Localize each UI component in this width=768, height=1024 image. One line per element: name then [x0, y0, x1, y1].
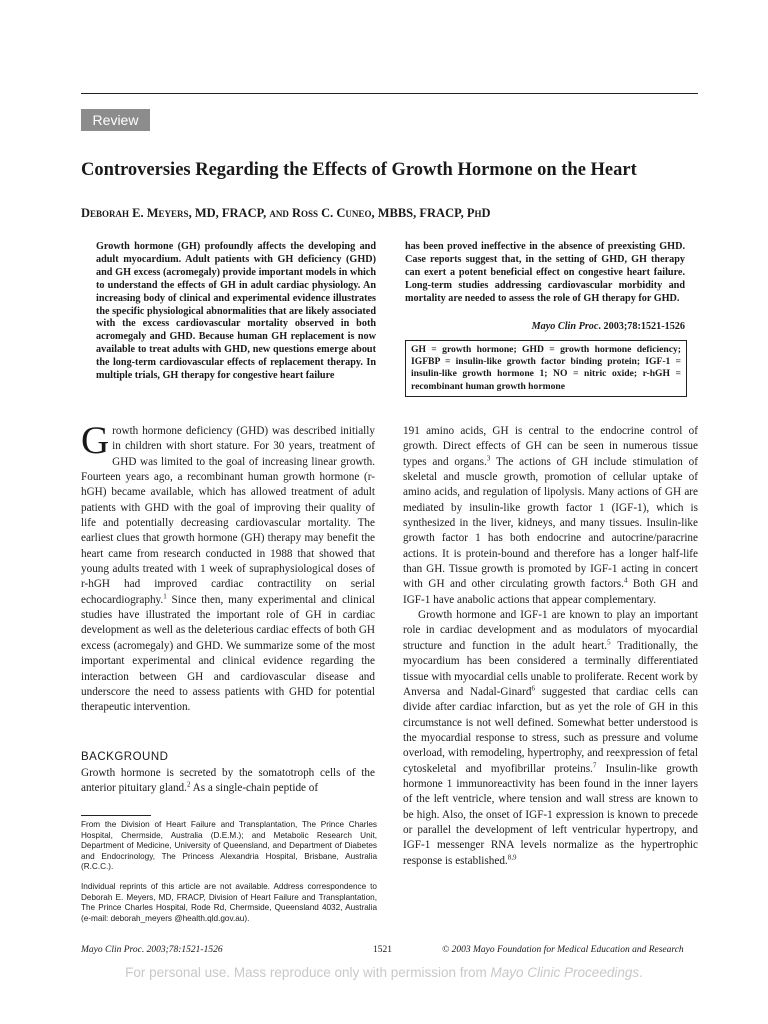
abstract-citation-details: . 2003;78:1521-1526 [598, 321, 685, 332]
reference-1: 1 [163, 592, 167, 601]
permission-watermark: For personal use. Mass reproduce only with permission from Mayo Clinic Proceedings. [125, 965, 643, 980]
reference-8-9: 8,9 [507, 852, 517, 861]
abstract-right: has been proved ineffective in the absence of preexisting GHD. Case reports suggest that, in the setting of GHD, GH therapy can exert a potent beneficial effect on congestive heart failure. Long-term studies addressing cardiovascular morbidity and mortality are needed to assess the role of GH therapy for GHD. [405, 241, 685, 304]
page-number: 1521 [373, 945, 392, 955]
author-conjunction: and [269, 206, 289, 220]
abbreviations-box: GH = growth hormone; GHD = growth hormone deficiency; IGFBP = insulin-like growth factor binding protein; IGF-1 = insulin-like growth hormone 1; NO = nitric oxide; r-hGH = recombinant human growth hormone [405, 340, 687, 397]
footnote-rule [81, 815, 151, 816]
author-2-phd: PhD [466, 206, 491, 220]
reference-7: 7 [592, 760, 597, 769]
reference-6: 6 [531, 684, 535, 693]
author-1-name: Deborah E. Meyers [81, 206, 189, 220]
reference-2: 2 [186, 780, 191, 789]
author-1-credentials: , MD, FRACP, [188, 206, 270, 220]
top-rule [81, 93, 698, 94]
watermark-journal: Mayo Clinic Proceedings [490, 965, 640, 980]
author-line [81, 206, 701, 221]
reference-5: 5 [607, 638, 611, 647]
article-title: Controversies Regarding the Effects of Growth Hormone on the Heart [81, 160, 637, 180]
abstract-left: Growth hormone (GH) profoundly affects the developing and adult myocardium. Adult patients with GH deficiency (GHD) and GH excess (acromegaly) provide important models in which to understand the effects of GH in adult cardiac physiology. An increasing body of clinical and experimental evidence illustrates the specific physiological abnormalities that are likely associated with the excess cardiovascular mortality observed in both acromegaly and GHD. Because human GH replacement is now available to treat adults with GHD, new questions emerge about the long-term cardiovascular effects of replacement therapy. In multiple trials, GH therapy for congestive heart failure [96, 241, 376, 382]
reprints-footnote: Individual reprints of this article are not available. Address correspondence to Deborah E. Meyers, MD, FRACP, Division of Heart Failure and Transplantation, The Prince Charles Hospital, Rode Rd, Chermside, Queensland 4032, Australia (e-mail: deborah_meyers @health.qld.gov.au). [81, 882, 377, 923]
right-paragraph-1: 191 amino acids, GH is central to the endocrine control of growth. Direct effects of GH can be seen in numerous tissue types and organs.$^3$ The actions of GH include stimulation of skeletal and muscle growth, promotion of cellular uptake of amino acids, and regulation of lipolysis. Many actions of GH are mediated by insulin-like growth factor 1 (IGF-1), which is synthesized in the liver, kidneys, and many tissues. Insulin-like growth factor 1 has both endocrine and autocrine/paracrine actions. It is protein-bound and therefore has a longer half-life than GH. Tissue growth is promoted by IGF-1 acting in concert with GH and other circulating growth factors.$^4$ Both GH and IGF-1 have anabolic actions that appear complementary. [403, 425, 698, 606]
reference-4: 4 [623, 576, 628, 585]
background-heading: BACKGROUND [81, 751, 169, 763]
affiliation-footnote: From the Division of Heart Failure and Transplantation, The Prince Charles Hospital, Chermside, Australia (D.E.M.); and Metabolic Research Unit, Department of Medicine, University of Queensland, and Department of Diabetes and Endocrinology, The Princess Alexandria Hospital, Brisbane, Australia (R.C.C.). [81, 820, 377, 872]
body-right-column [403, 424, 698, 869]
abstract-citation [405, 320, 685, 334]
body-left-column [81, 419, 375, 716]
footer-citation: Mayo Clin Proc. 2003;78:1521-1526 [81, 945, 223, 955]
abstract-citation-journal: Mayo Clin Proc [531, 321, 599, 332]
reference-3: 3 [486, 453, 491, 462]
author-2-credentials: , MBBS, FRACP, [371, 206, 467, 220]
intro-paragraph: Growth hormone deficiency (GHD) was described initially in children with short stature. For 30 years, treatment of GHD was limited to the goal of increasing linear growth. Fourteen years ago, a recombinant human growth hormone (r-hGH) became available, which has allowed treatment of adult patients with GHD with the goal of improving their quality of life and potentially decreasing cardiovascular mortality. The earliest clues that growth hormone (GH) therapy may benefit the heart came from research conducted in 1988 that showed that young adults treated with 1 week of supraphysiological doses of r-hGH had improved cardiac contractility on serial echocardiography.$^1$ Since then, many experimental and clinical studies have illustrated the important role of GH in cardiac development as well as the deleterious cardiac effects of both GH excess (acromegaly) and GHD. We summarize some of the most important experimental and clinical evidence regarding the interaction between GH and cardiovascular disease and underscore the need to assess patients with GHD for potential therapeutic intervention. [81, 419, 375, 714]
background-paragraph: Growth hormone is secreted by the somatotroph cells of the anterior pituitary gland.$^2$ As a single-chain peptide of [81, 767, 375, 795]
drop-cap: G [81, 419, 110, 462]
section-tag: Review [81, 109, 150, 131]
right-paragraph-2: Growth hormone and IGF-1 are known to play an important role in cardiac development and as modulators of myocardial structure and function in the adult heart.$^5$ Traditionally, the myocardium has been considered a terminally differentiated tissue with myocardial cells unable to proliferate. Recent work by Anversa and Nadal-Ginard$^6$ suggested that cardiac cells can divide after cardiac infarction, but as yet the role of GH in this circumstance is not well defined. Somewhat better understood is the myocardial response to stress, such as pressure and volume overload, with remodeling, hypertrophy, and reexpression of fetal cytoskeletal and myofibrillar proteins.$^7$ Insulin-like growth hormone 1 immunoreactivity has been found in the inner layers of the left ventricle, where tension and wall stress are known to be high. Also, the onset of IGF-1 expression is known to precede or parallel the development of left ventricular hypertropy, and IGF-1 messenger RNA levels normalize as the hypertrophic response is established.$^{8,9}$ [403, 609, 698, 867]
footer-copyright: © 2003 Mayo Foundation for Medical Education and Research [442, 945, 684, 955]
author-2-name: Ross C. Cuneo [288, 206, 372, 220]
